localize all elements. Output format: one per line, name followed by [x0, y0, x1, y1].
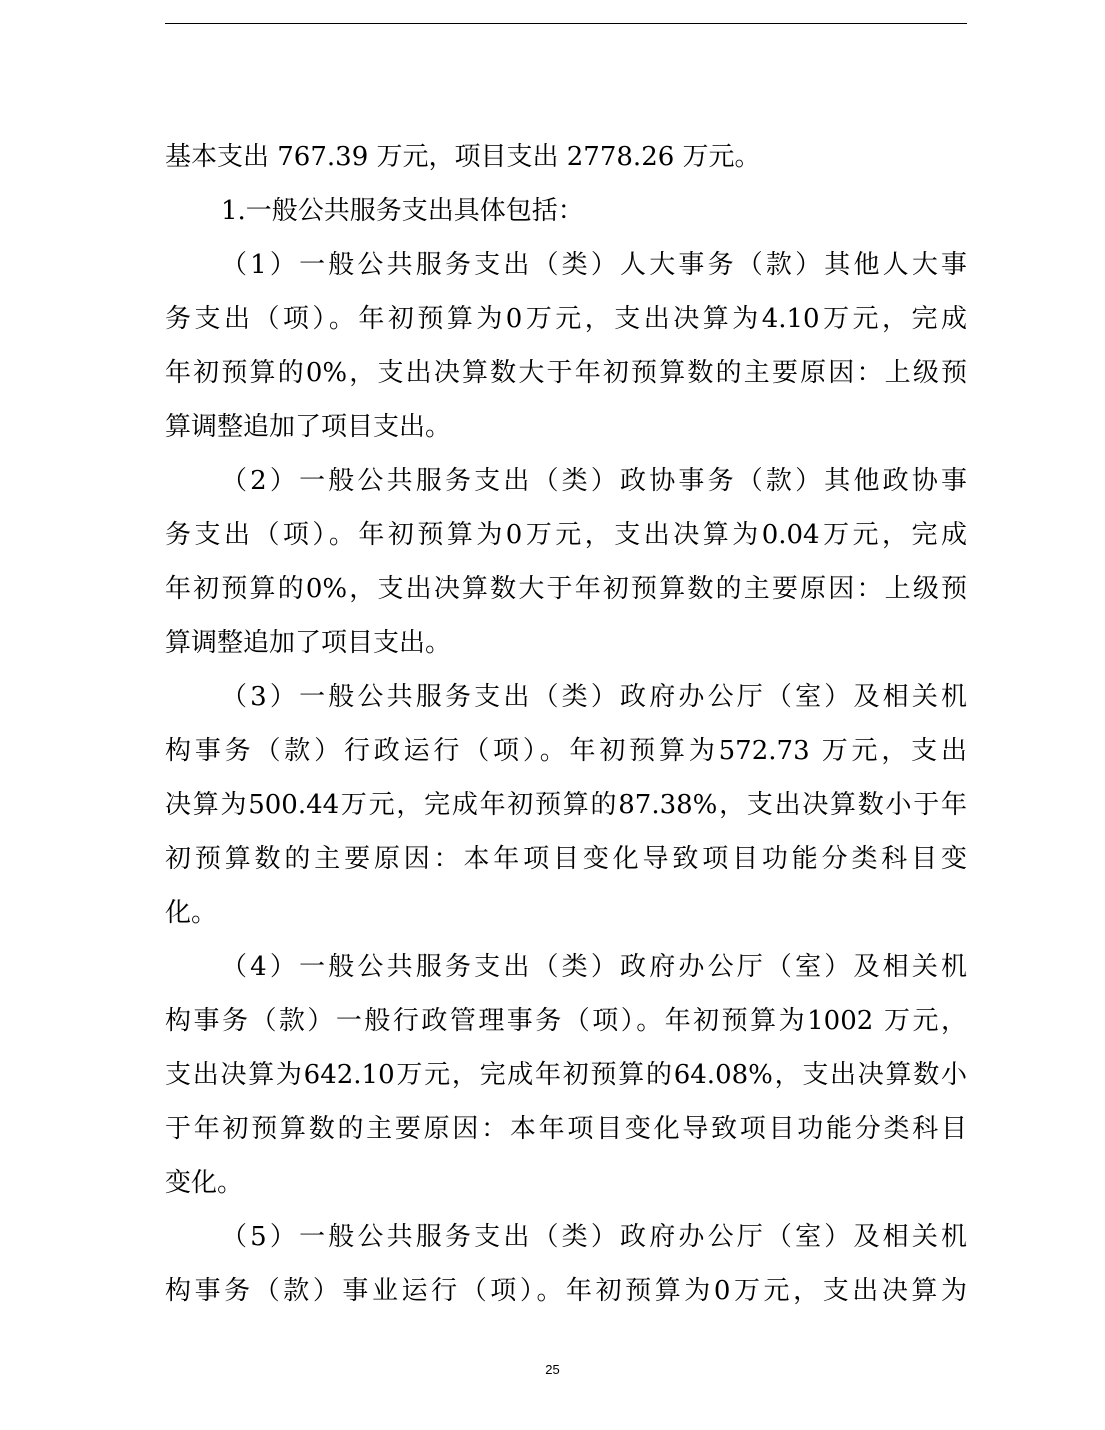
paragraph-line: 支出决算为642.10万元，完成年初预算的64.08%，支出决算数小	[165, 1060, 967, 1090]
paragraph-line: 构事务（款）事业运行（项）。年初预算为0万元，支出决算为	[165, 1276, 967, 1306]
paragraph-line: （1）一般公共服务支出（类）人大事务（款）其他人大事	[221, 250, 967, 280]
section-heading: 1.一般公共服务支出具体包括：	[221, 196, 584, 226]
paragraph-line: 年初预算的0%，支出决算数大于年初预算数的主要原因：上级预	[165, 574, 967, 604]
paragraph-line: （4）一般公共服务支出（类）政府办公厅（室）及相关机	[221, 952, 967, 982]
paragraph-line: 算调整追加了项目支出。	[165, 412, 452, 442]
page-number: 25	[545, 1362, 560, 1377]
paragraph-line: 化。	[165, 898, 218, 928]
paragraph-line: 算调整追加了项目支出。	[165, 628, 452, 658]
paragraph-line: （3）一般公共服务支出（类）政府办公厅（室）及相关机	[221, 682, 967, 712]
paragraph-line: 构事务（款）行政运行（项）。年初预算为572.73 万元，支出	[165, 736, 967, 766]
paragraph-line: 务支出（项）。年初预算为0万元，支出决算为4.10万元，完成	[165, 304, 967, 334]
paragraph-line: （2）一般公共服务支出（类）政协事务（款）其他政协事	[221, 466, 967, 496]
paragraph-line: 决算为500.44万元，完成年初预算的87.38%，支出决算数小于年	[165, 790, 967, 820]
document-body	[165, 130, 967, 1318]
paragraph-line: 务支出（项）。年初预算为0万元，支出决算为0.04万元，完成	[165, 520, 967, 550]
paragraph-line: 于年初预算数的主要原因：本年项目变化导致项目功能分类科目	[165, 1114, 967, 1144]
paragraph-line: 年初预算的0%，支出决算数大于年初预算数的主要原因：上级预	[165, 358, 967, 388]
paragraph-line: 变化。	[165, 1168, 244, 1198]
paragraph-line: 初预算数的主要原因：本年项目变化导致项目功能分类科目变	[165, 844, 967, 874]
paragraph-line: 构事务（款）一般行政管理事务（项）。年初预算为1002 万元，	[165, 1006, 967, 1036]
paragraph-line: 基本支出 767.39 万元，项目支出 2778.26 万元。	[165, 142, 761, 172]
paragraph-line: （5）一般公共服务支出（类）政府办公厅（室）及相关机	[221, 1222, 967, 1252]
header-rule	[165, 23, 967, 24]
